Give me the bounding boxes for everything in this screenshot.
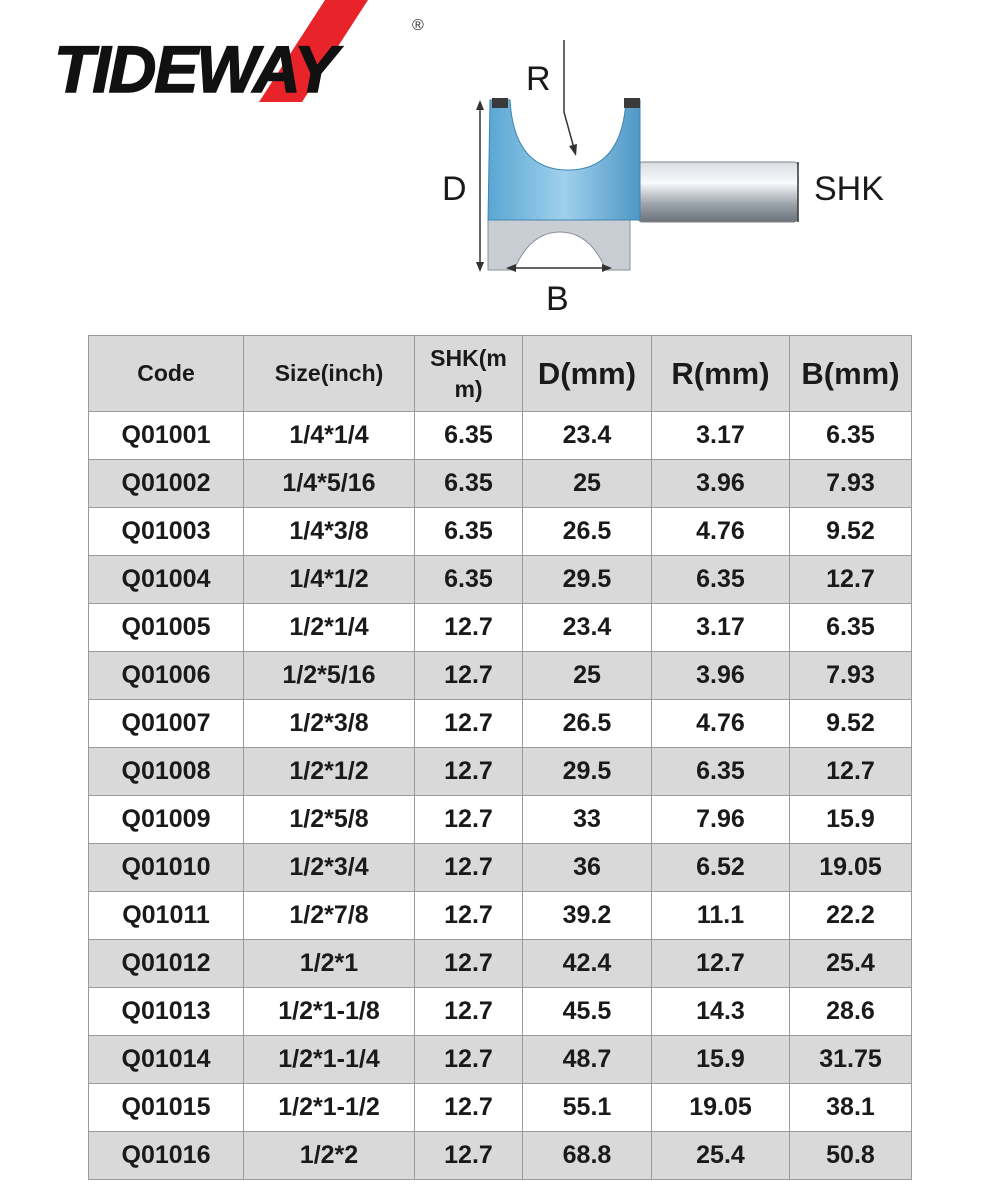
cell-r: 11.1 bbox=[652, 892, 790, 940]
cell-code: Q01013 bbox=[89, 988, 244, 1036]
header-shk bbox=[415, 336, 523, 412]
table-row bbox=[89, 892, 912, 940]
cell-r: 7.96 bbox=[652, 796, 790, 844]
cell-r: 25.4 bbox=[652, 1132, 790, 1180]
cell-r: 6.35 bbox=[652, 748, 790, 796]
cell-shk: 6.35 bbox=[415, 556, 523, 604]
cell-size: 1/4*1/4 bbox=[244, 412, 415, 460]
cell-d: 45.5 bbox=[523, 988, 652, 1036]
cell-shk: 6.35 bbox=[415, 508, 523, 556]
cell-size: 1/2*2 bbox=[244, 1132, 415, 1180]
cell-b: 50.8 bbox=[790, 1132, 912, 1180]
cell-b: 6.35 bbox=[790, 412, 912, 460]
cell-b: 6.35 bbox=[790, 604, 912, 652]
cell-size: 1/2*1 bbox=[244, 940, 415, 988]
cell-size: 1/2*3/4 bbox=[244, 844, 415, 892]
cell-shk: 12.7 bbox=[415, 844, 523, 892]
cell-shk: 12.7 bbox=[415, 604, 523, 652]
cell-d: 23.4 bbox=[523, 604, 652, 652]
table-body bbox=[89, 412, 912, 1180]
cell-shk: 12.7 bbox=[415, 1132, 523, 1180]
table-row bbox=[89, 1036, 912, 1084]
spec-table bbox=[88, 335, 912, 1180]
cell-code: Q01005 bbox=[89, 604, 244, 652]
table-row bbox=[89, 940, 912, 988]
cell-r: 6.35 bbox=[652, 556, 790, 604]
cell-size: 1/4*1/2 bbox=[244, 556, 415, 604]
table-row bbox=[89, 412, 912, 460]
logo-wordmark: TIDEWAY bbox=[54, 32, 336, 106]
cell-b: 7.93 bbox=[790, 460, 912, 508]
cell-code: Q01007 bbox=[89, 700, 244, 748]
cell-shk: 12.7 bbox=[415, 1084, 523, 1132]
cell-code: Q01010 bbox=[89, 844, 244, 892]
table-row bbox=[89, 460, 912, 508]
cell-d: 33 bbox=[523, 796, 652, 844]
cell-code: Q01016 bbox=[89, 1132, 244, 1180]
cell-r: 6.52 bbox=[652, 844, 790, 892]
cell-b: 19.05 bbox=[790, 844, 912, 892]
label-shk: SHK bbox=[814, 170, 884, 208]
r-leader-line bbox=[564, 40, 575, 152]
cell-code: Q01002 bbox=[89, 460, 244, 508]
header-code: Code bbox=[89, 336, 244, 412]
table-row bbox=[89, 700, 912, 748]
shank-shape bbox=[638, 162, 798, 222]
cell-d: 26.5 bbox=[523, 508, 652, 556]
cell-b: 38.1 bbox=[790, 1084, 912, 1132]
cell-shk: 12.7 bbox=[415, 796, 523, 844]
table-row bbox=[89, 796, 912, 844]
cell-code: Q01011 bbox=[89, 892, 244, 940]
cell-code: Q01006 bbox=[89, 652, 244, 700]
cell-code: Q01008 bbox=[89, 748, 244, 796]
cell-shk: 12.7 bbox=[415, 652, 523, 700]
cell-shk: 12.7 bbox=[415, 700, 523, 748]
cell-d: 23.4 bbox=[523, 412, 652, 460]
header-shk-line2: m) bbox=[454, 375, 483, 402]
cell-size: 1/2*5/16 bbox=[244, 652, 415, 700]
cell-r: 19.05 bbox=[652, 1084, 790, 1132]
header-r: R(mm) bbox=[652, 336, 790, 412]
table-row bbox=[89, 556, 912, 604]
cell-r: 4.76 bbox=[652, 700, 790, 748]
cell-d: 25 bbox=[523, 652, 652, 700]
cell-code: Q01003 bbox=[89, 508, 244, 556]
label-d: D bbox=[442, 170, 467, 208]
cell-size: 1/2*1-1/8 bbox=[244, 988, 415, 1036]
cell-shk: 12.7 bbox=[415, 940, 523, 988]
cell-r: 15.9 bbox=[652, 1036, 790, 1084]
header-size: Size(inch) bbox=[244, 336, 415, 412]
cell-code: Q01004 bbox=[89, 556, 244, 604]
cell-shk: 12.7 bbox=[415, 892, 523, 940]
cell-shk: 6.35 bbox=[415, 460, 523, 508]
cell-b: 12.7 bbox=[790, 556, 912, 604]
cell-d: 55.1 bbox=[523, 1084, 652, 1132]
label-b: B bbox=[546, 280, 569, 318]
cell-b: 15.9 bbox=[790, 796, 912, 844]
cell-size: 1/2*1-1/4 bbox=[244, 1036, 415, 1084]
cell-size: 1/2*7/8 bbox=[244, 892, 415, 940]
cell-shk: 12.7 bbox=[415, 748, 523, 796]
cell-d: 48.7 bbox=[523, 1036, 652, 1084]
cell-size: 1/2*1-1/2 bbox=[244, 1084, 415, 1132]
cell-d: 25 bbox=[523, 460, 652, 508]
cell-r: 3.96 bbox=[652, 652, 790, 700]
cell-d: 68.8 bbox=[523, 1132, 652, 1180]
header-d: D(mm) bbox=[523, 336, 652, 412]
brand-logo bbox=[40, 0, 440, 110]
table-row bbox=[89, 1084, 912, 1132]
table-header-row bbox=[89, 336, 912, 412]
cell-size: 1/2*1/4 bbox=[244, 604, 415, 652]
blade-lower-shape bbox=[488, 220, 630, 270]
cell-b: 9.52 bbox=[790, 508, 912, 556]
table-row bbox=[89, 748, 912, 796]
table-row bbox=[89, 988, 912, 1036]
table-row bbox=[89, 844, 912, 892]
cell-code: Q01015 bbox=[89, 1084, 244, 1132]
cell-b: 12.7 bbox=[790, 748, 912, 796]
cell-code: Q01009 bbox=[89, 796, 244, 844]
cell-r: 3.96 bbox=[652, 460, 790, 508]
cell-r: 14.3 bbox=[652, 988, 790, 1036]
table-row bbox=[89, 508, 912, 556]
header-b: B(mm) bbox=[790, 336, 912, 412]
cell-d: 26.5 bbox=[523, 700, 652, 748]
cell-d: 29.5 bbox=[523, 748, 652, 796]
table-row bbox=[89, 652, 912, 700]
label-r: R bbox=[526, 60, 551, 98]
table-row bbox=[89, 1132, 912, 1180]
cell-shk: 12.7 bbox=[415, 1036, 523, 1084]
cell-b: 22.2 bbox=[790, 892, 912, 940]
table-row bbox=[89, 604, 912, 652]
cell-d: 42.4 bbox=[523, 940, 652, 988]
carbide-tip-right bbox=[624, 98, 640, 108]
cell-b: 28.6 bbox=[790, 988, 912, 1036]
cell-code: Q01014 bbox=[89, 1036, 244, 1084]
cell-size: 1/4*3/8 bbox=[244, 508, 415, 556]
cell-r: 3.17 bbox=[652, 412, 790, 460]
router-bit-diagram bbox=[430, 20, 930, 320]
cell-code: Q01012 bbox=[89, 940, 244, 988]
cell-code: Q01001 bbox=[89, 412, 244, 460]
cell-r: 12.7 bbox=[652, 940, 790, 988]
carbide-tip-left bbox=[492, 98, 508, 108]
cutter-body-shape bbox=[488, 100, 640, 220]
cell-size: 1/2*5/8 bbox=[244, 796, 415, 844]
cell-b: 7.93 bbox=[790, 652, 912, 700]
cell-shk: 6.35 bbox=[415, 412, 523, 460]
cell-b: 25.4 bbox=[790, 940, 912, 988]
cell-size: 1/4*5/16 bbox=[244, 460, 415, 508]
cell-size: 1/2*3/8 bbox=[244, 700, 415, 748]
header-shk-line1: SHK(m bbox=[430, 344, 507, 371]
cell-size: 1/2*1/2 bbox=[244, 748, 415, 796]
cell-b: 9.52 bbox=[790, 700, 912, 748]
trademark-mark: ® bbox=[412, 17, 424, 34]
cell-b: 31.75 bbox=[790, 1036, 912, 1084]
cell-shk: 12.7 bbox=[415, 988, 523, 1036]
cell-d: 39.2 bbox=[523, 892, 652, 940]
cell-d: 29.5 bbox=[523, 556, 652, 604]
cell-r: 4.76 bbox=[652, 508, 790, 556]
cell-d: 36 bbox=[523, 844, 652, 892]
cell-r: 3.17 bbox=[652, 604, 790, 652]
